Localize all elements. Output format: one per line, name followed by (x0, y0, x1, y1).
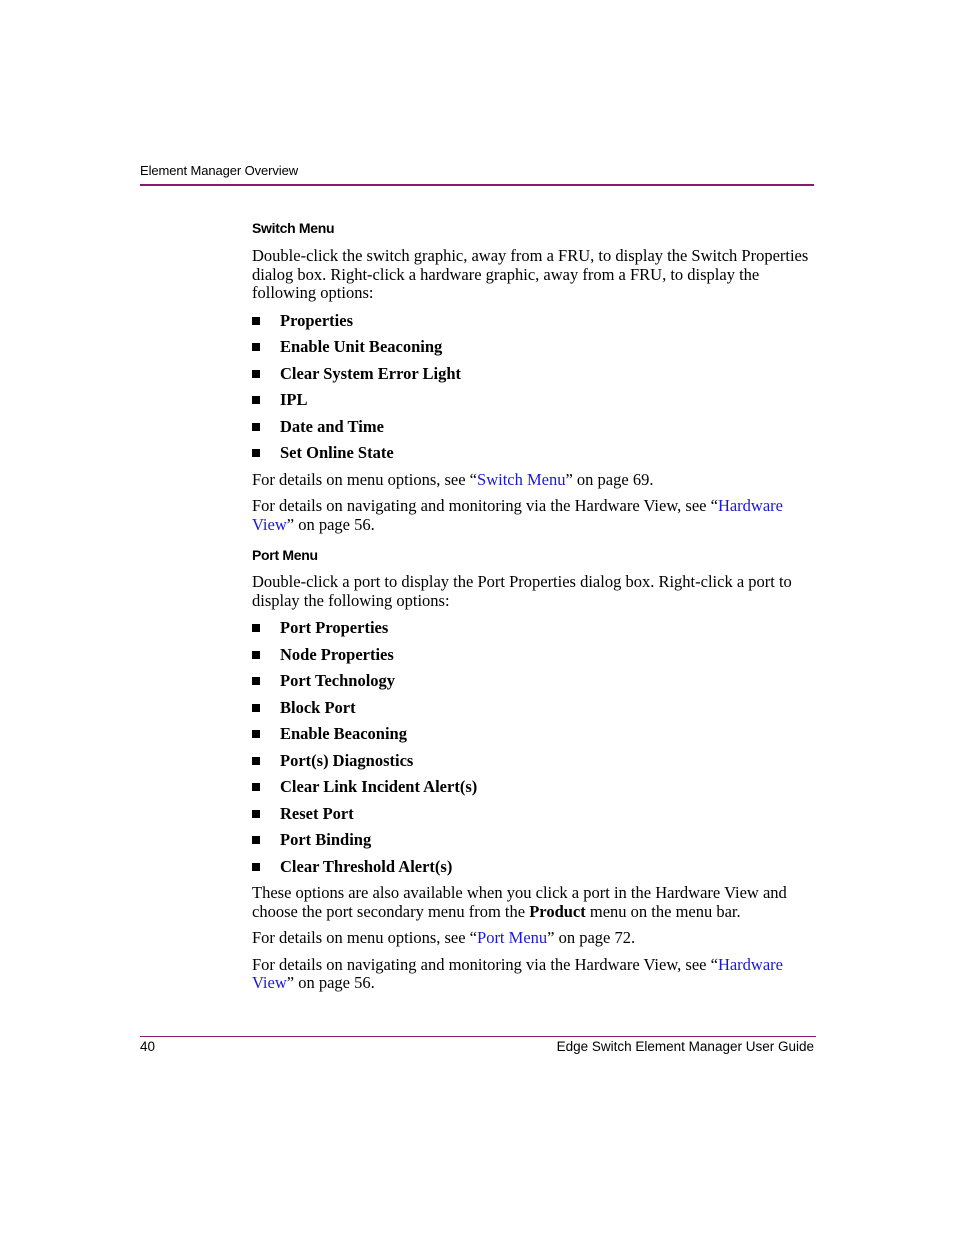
list-item (252, 695, 814, 722)
option-label: Block Port (280, 697, 356, 717)
list-item (252, 308, 814, 335)
hardware-view-link[interactable]: Hardware View (252, 496, 783, 534)
option-label: Set Online State (280, 443, 394, 462)
switch-menu-intro: Double-click the switch graphic, away from a FRU, to display the Switch Properties dialog box. Right-click a hardware graphic, away from a FRU, to display the following options: (252, 246, 809, 302)
square-bullet-icon (252, 317, 260, 325)
square-bullet-icon (252, 651, 260, 659)
port-menu-heading: Port Menu (252, 547, 318, 563)
square-bullet-icon (252, 704, 260, 712)
details-prefix: For details on navigating and monitoring via the Hardware View, see “ (252, 496, 718, 515)
list-item (252, 440, 814, 467)
list-item (252, 721, 814, 748)
option-label: Clear System Error Light (280, 363, 462, 383)
page-content (252, 218, 814, 993)
square-bullet-icon (252, 810, 260, 818)
option-label: Clear Link Incident Alert(s) (280, 777, 478, 796)
port-menu-intro: Double-click a port to display the Port Properties dialog box. Right-click a port to display the following options: (252, 572, 792, 610)
option-label: Enable Unit Beaconing (280, 337, 443, 356)
switch-menu-link[interactable]: Switch Menu (477, 469, 566, 489)
option-label: Node Properties (280, 644, 394, 664)
page-number: 40 (140, 1039, 156, 1054)
option-label: Port Technology (280, 671, 396, 690)
option-label: Port(s) Diagnostics (280, 750, 414, 770)
list-item (252, 827, 814, 854)
square-bullet-icon (252, 757, 260, 765)
square-bullet-icon (252, 449, 260, 457)
details-prefix: For details on menu options, see “ (252, 928, 478, 947)
port-menu-also-available (252, 884, 814, 921)
list-item (252, 774, 814, 801)
list-item (252, 642, 814, 669)
square-bullet-icon (252, 624, 260, 632)
port-menu-nav-details (252, 956, 814, 993)
details-suffix: ” on page 56. (286, 514, 375, 534)
list-item (252, 361, 814, 388)
option-label: Clear Threshold Alert(s) (280, 856, 453, 876)
option-label: IPL (280, 390, 308, 409)
details-suffix: ” on page 69. (565, 469, 654, 489)
square-bullet-icon (252, 783, 260, 791)
also-suffix: menu on the menu bar. (585, 901, 741, 921)
switch-menu-heading: Switch Menu (252, 220, 335, 236)
list-item (252, 387, 814, 414)
list-item (252, 334, 814, 361)
switch-menu-options (252, 308, 814, 467)
running-header: Element Manager Overview (140, 163, 298, 178)
list-item (252, 854, 814, 881)
list-item (252, 615, 814, 642)
hardware-view-link[interactable]: Hardware View (252, 954, 783, 992)
square-bullet-icon (252, 836, 260, 844)
details-prefix: For details on menu options, see “ (252, 469, 478, 489)
option-label: Date and Time (280, 416, 384, 436)
list-item (252, 414, 814, 441)
square-bullet-icon (252, 677, 260, 685)
option-label: Enable Beaconing (280, 724, 407, 743)
also-prefix: These options are also available when you click a port in the Hardware View and choose the port secondary menu from the (252, 883, 787, 921)
document-title: Edge Switch Element Manager User Guide (556, 1039, 814, 1054)
details-prefix: For details on navigating and monitoring via the Hardware View, see “ (252, 954, 718, 974)
switch-menu-details (252, 471, 814, 490)
option-label: Properties (280, 310, 354, 330)
square-bullet-icon (252, 730, 260, 738)
square-bullet-icon (252, 370, 260, 378)
square-bullet-icon (252, 343, 260, 351)
port-menu-details (252, 929, 814, 948)
header-rule (140, 184, 814, 186)
square-bullet-icon (252, 423, 260, 431)
switch-menu-nav-details (252, 497, 814, 534)
port-menu-options (252, 615, 814, 880)
option-label: Reset Port (280, 803, 354, 823)
option-label: Port Binding (280, 830, 372, 849)
details-suffix: ” on page 56. (286, 973, 375, 992)
square-bullet-icon (252, 396, 260, 404)
option-label: Port Properties (280, 618, 389, 637)
square-bullet-icon (252, 863, 260, 871)
details-suffix: ” on page 72. (547, 928, 636, 947)
list-item (252, 668, 814, 695)
list-item (252, 748, 814, 775)
port-menu-link[interactable]: Port Menu (477, 928, 548, 947)
product-menu-name: Product (529, 901, 586, 921)
footer-rule (140, 1036, 816, 1037)
list-item (252, 801, 814, 828)
